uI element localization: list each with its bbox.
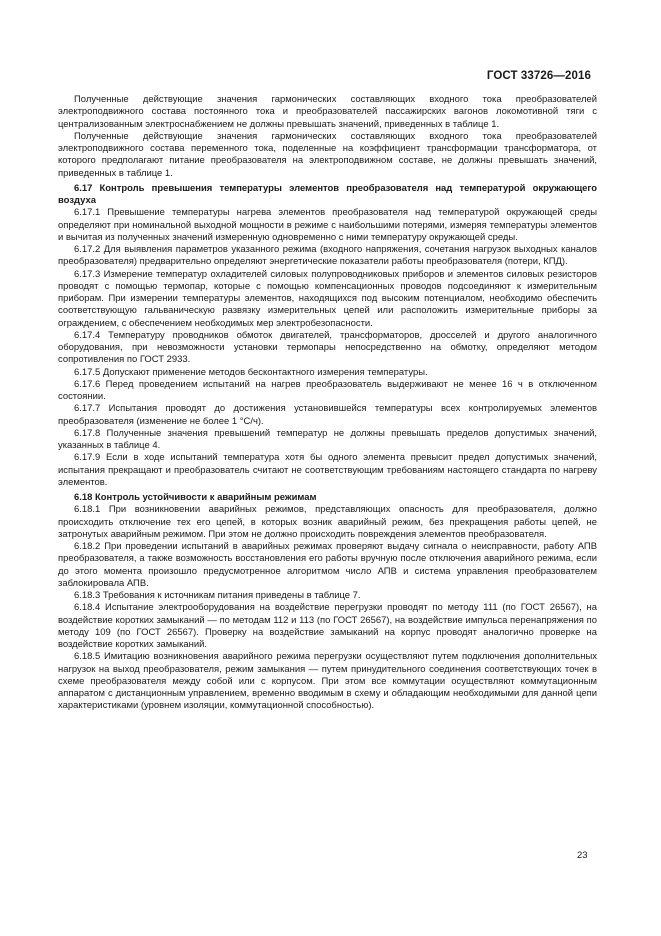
section-617-heading: 6.17 Контроль превышения температуры элементов преобразователя над температурой окружающего воздуха [58, 182, 597, 206]
page-header: ГОСТ 33726—2016 [486, 70, 591, 82]
clause-6-17-3: 6.17.3 Измерение температур охладителей силовых полупроводниковых приборов и элементов силовых резисторов проводят с помощью термопар, которые с помощью компенсационных проводов подсоединяют к измерительным приборам. При измерении температуры элементов, находящихся под высоким потенциалом, необходимо обеспечить соответствующую гальваническую развязку измерительных цепей или расположить измерительные приборы за ограждением, с обеспечением необходимых мер электробезопасности. [58, 268, 597, 329]
clause-6-18-5: 6.18.5 Имитацию возникновения аварийного режима перегрузки осуществляют путем подключения дополнительных нагрузок на выход преобразователя, режим замыкания — путем принудительного соединения соответствующих точек в схеме преобразователя между собой или с корпусом. При этом все коммутации осуществляют коммутационным аппаратом с дистанционным управлением, временно вводимым в схему и обладающим необходимыми для данной цепи характеристиками (уровнем изоляции, коммутационной способностью). [58, 651, 597, 712]
clause-6-17-8: 6.17.8 Полученные значения превышений температур не должны превышать пределов допустимых значений, указанных в таблице 4. [58, 427, 597, 451]
clause-6-17-7: 6.17.7 Испытания проводят до достижения установившейся температуры всех контролируемых элементов преобразователя (изменение не более 1 °С/ч). [58, 403, 597, 427]
page-number: 23 [577, 850, 588, 861]
intro-paragraph: Полученные действующие значения гармонических составляющих входного тока преобразователей электроподвижного состава постоянного тока и преобразователей пассажирских вагонов локомотивной тяги с централизованным электроснабжением не должны превышать значений, приведенных в таблице 1. [58, 94, 597, 130]
clause-6-17-4: 6.17.4 Температуру проводников обмоток двигателей, трансформаторов, дросселей и другого аналогичного оборудования, при невозможности установки термопары непосредственно на обмотку, определяют методом сопротивления по ГОСТ 2933. [58, 329, 597, 366]
section-618-heading: 6.18 Контроль устойчивости к аварийным режимам [74, 492, 317, 503]
clause-6-18-4: 6.18.4 Испытание электрооборудования на воздействие перегрузки проводят по методу 111 (по ГОСТ 26567), на воздействие коротких замыканий — по методам 112 и 113 (по ГОСТ 26567), на воздействие импульса перенапряжения по методу 109 (по ГОСТ 26567). Проверку на воздействие замыканий на корпус проводят аналогично проверке на воздействие коротких замыканий. [58, 602, 597, 650]
clause-6-17-5: 6.17.5 Допускают применение методов бесконтактного измерения температуры. [74, 366, 428, 378]
clause-6-18-2: 6.18.2 При проведении испытаний в аварийных режимах проверяют выдачу сигнала о неисправности, работу АПВ преобразователя, а также возможность восстановления его работы вручную после отключения аварийного режима, если до этого момента произошло предусмотренное алгоритмом число АПВ и система управления преобразователем заблокировала АПВ. [58, 541, 597, 589]
clause-6-18-1: 6.18.1 При возникновении аварийных режимов, представляющих опасность для преобразователя, должно происходить отключение тех его цепей, в которых возник аварийный режим, без прекращения работы цепей, не затронутых аварийным режимом. При этом не должно происходить повреждения элементов преобразователя. [58, 504, 597, 540]
clause-6-18-3: 6.18.3 Требования к источникам питания приведены в таблице 7. [74, 590, 361, 601]
intro-paragraph: Полученные действующие значения гармонических составляющих входного тока преобразователей электроподвижного состава переменного тока, поделенные на коэффициент трансформации трансформатора, от которого предполагают питание преобразователя на электроподвижном составе, не должны превышать значений, приведенных в таблице 1. [58, 130, 597, 179]
clause-6-17-6: 6.17.6 Перед проведением испытаний на нагрев преобразователь выдерживают не менее 16 ч в отключенном состоянии. [58, 378, 597, 402]
document-body [58, 94, 597, 713]
clause-6-17-1: 6.17.1 Превышение температуры нагрева элементов преобразователя над температурой окружающей среды определяют при номинальной выходной мощности в режиме с наибольшими потерями, измеряя температуры элементов и вычитая из полученных значений измеренную одновременно с ними температуру окружающей среды. [58, 207, 597, 243]
clause-6-17-2: 6.17.2 Для выявления параметров указанного режима (входного напряжения, сочетания нагрузок выходных каналов преобразователя) предварительно определяют энергетические показатели работы преобразователя (потери, КПД). [58, 244, 597, 268]
clause-6-17-9: 6.17.9 Если в ходе испытаний температура хотя бы одного элемента превысит предел допустимых значений, испытания прекращают и преобразователь считают не соответствующим требованиям настоящего стандарта по нагреву элементов. [58, 452, 597, 488]
